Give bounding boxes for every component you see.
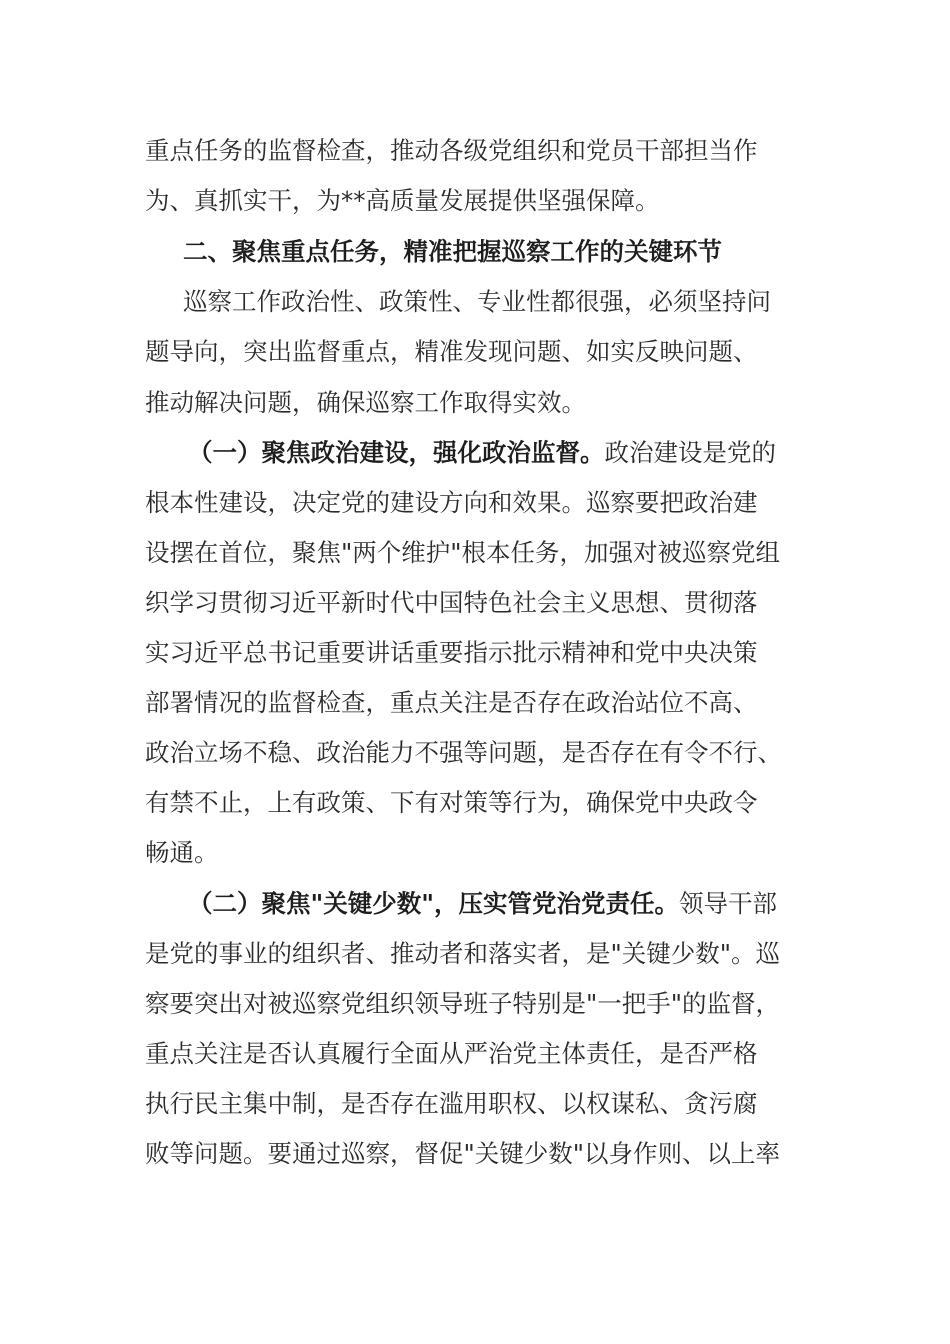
- body-text-line: 败等问题。要通过巡察，督促"关键少数"以身作则、以上率: [145, 1139, 781, 1168]
- subsection-heading: （一）聚焦政治建设，强化政治监督。: [188, 438, 605, 467]
- section-heading: 二、聚焦重点任务，精准把握巡察工作的关键环节: [183, 237, 722, 266]
- body-text-line: 政治立场不稳、政治能力不强等问题，是否存在有令不行、: [145, 738, 782, 767]
- body-text-line: 设摆在首位，聚焦"两个维护"根本任务，加强对被巡察党组: [145, 538, 781, 567]
- body-text-line: 根本性建设，决定党的建设方向和效果。巡察要把政治建: [145, 488, 758, 517]
- body-text-line: 执行民主集中制，是否存在滥用职权、以权谋私、贪污腐: [145, 1089, 758, 1118]
- subsection-line: [188, 884, 853, 924]
- subsection-line: [188, 433, 853, 473]
- body-text-line: 部署情况的监督检查，重点关注是否存在政治站位不高、: [145, 688, 758, 717]
- body-text-line: 有禁不止，上有政策、下有对策等行为，确保党中央政令: [145, 788, 758, 817]
- body-text-line: 实习近平总书记重要讲话重要指示批示精神和党中央决策: [145, 638, 758, 667]
- body-text-line: 重点任务的监督检查，推动各级党组织和党员干部担当作: [145, 136, 758, 165]
- subsection-heading: （二）聚焦"关键少数"，压实管党治党责任。: [188, 889, 680, 918]
- subsection-text: 政治建设是党的: [604, 438, 776, 467]
- subsection-text: 领导干部: [679, 889, 778, 918]
- body-text-line: 畅通。: [145, 838, 219, 867]
- body-text-line: 是党的事业的组织者、推动者和落实者，是"关键少数"。巡: [145, 939, 781, 968]
- body-text-line: 重点关注是否认真履行全面从严治党主体责任，是否严格: [145, 1039, 758, 1068]
- body-text-line: 为、真抓实干，为**高质量发展提供坚强保障。: [145, 186, 660, 215]
- body-text-line: 织学习贯彻习近平新时代中国特色社会主义思想、贯彻落: [145, 588, 758, 617]
- body-text-line: 巡察工作政治性、政策性、专业性都很强，必须坚持问: [183, 287, 771, 316]
- body-text-line: 推动解决问题，确保巡察工作取得实效。: [145, 388, 586, 417]
- body-text-line: 题导向，突出监督重点，精准发现问题、如实反映问题、: [145, 337, 758, 366]
- body-text-line: 察要突出对被巡察党组织领导班子特别是"一把手"的监督，: [145, 989, 781, 1018]
